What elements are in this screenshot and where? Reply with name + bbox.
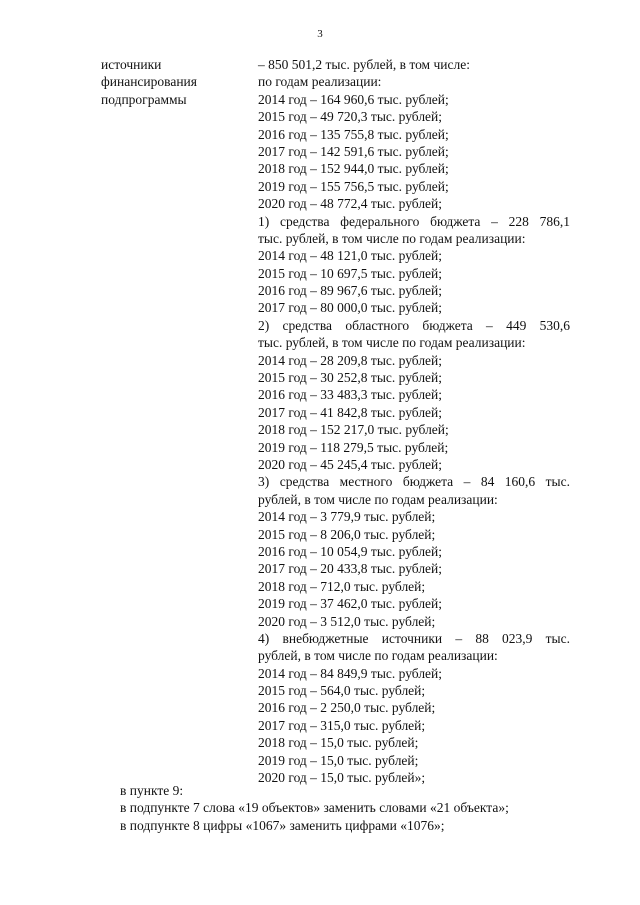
year-line: 2020 год – 45 245,4 тыс. рублей; — [258, 456, 443, 472]
year-line: 2016 год – 89 967,6 тыс. рублей; — [258, 283, 443, 299]
year-line: 2019 год – 118 279,5 тыс. рублей; — [258, 439, 449, 455]
by-years-intro: по годам реализации: — [258, 74, 382, 90]
year-line: 2019 год – 15,0 тыс. рублей; — [258, 752, 419, 768]
amendment-line: в пункте 9: — [120, 783, 184, 798]
year-line: 2017 год – 20 433,8 тыс. рублей; — [258, 561, 443, 577]
federal-heading-cont: тыс. рублей, в том числе по годам реализации: — [258, 230, 526, 246]
year-line: 2018 год – 152 217,0 тыс. рублей; — [258, 422, 449, 438]
year-line: 2014 год – 28 209,8 тыс. рублей; — [258, 352, 443, 368]
amendments-paragraph — [120, 782, 580, 834]
year-line: 2016 год – 2 250,0 тыс. рублей; — [258, 700, 436, 716]
year-line: 2018 год – 152 944,0 тыс. рублей; — [258, 161, 449, 177]
local-heading-cont: рублей, в том числе по годам реализации: — [258, 491, 498, 507]
year-line: 2020 год – 15,0 тыс. рублей»; — [258, 770, 426, 786]
year-line: 2018 год – 712,0 тыс. рублей; — [258, 578, 426, 594]
regional-heading: 2) средства областного бюджета – 449 530,6 — [258, 317, 570, 333]
year-line: 2015 год – 10 697,5 тыс. рублей; — [258, 265, 443, 281]
year-line: 2014 год – 164 960,6 тыс. рублей; — [258, 91, 449, 107]
label-line: источники — [101, 57, 162, 72]
year-line: 2016 год – 33 483,3 тыс. рублей; — [258, 387, 443, 403]
year-line: 2015 год – 49 720,3 тыс. рублей; — [258, 109, 443, 125]
year-line: 2019 год – 37 462,0 тыс. рублей; — [258, 596, 443, 612]
extrabudgetary-heading-cont: рублей, в том числе по годам реализации: — [258, 648, 498, 664]
regional-heading-cont: тыс. рублей, в том числе по годам реализации: — [258, 335, 526, 351]
page-number: 3 — [317, 28, 323, 40]
year-line: 2017 год – 80 000,0 тыс. рублей; — [258, 300, 443, 316]
label-line: финансирования — [101, 74, 197, 90]
financing-details — [258, 56, 570, 786]
year-line: 2014 год – 3 779,9 тыс. рублей; — [258, 509, 436, 525]
federal-heading: 1) средства федерального бюджета – 228 786,1 — [258, 213, 570, 229]
year-line: 2017 год – 142 591,6 тыс. рублей; — [258, 143, 449, 159]
year-line: 2014 год – 48 121,0 тыс. рублей; — [258, 248, 443, 264]
label-line: подпрограммы — [101, 91, 187, 107]
year-line: 2015 год – 30 252,8 тыс. рублей; — [258, 370, 443, 386]
year-line: 2020 год – 48 772,4 тыс. рублей; — [258, 196, 443, 212]
amendment-line: в подпункте 8 цифры «1067» заменить цифрами «1076»; — [120, 817, 445, 833]
financing-total: – 850 501,2 тыс. рублей, в том числе: — [258, 57, 470, 72]
year-line: 2017 год – 41 842,8 тыс. рублей; — [258, 404, 443, 420]
local-heading: 3) средства местного бюджета – 84 160,6 тыс. — [258, 474, 570, 490]
extrabudgetary-heading: 4) внебюджетные источники – 88 023,9 тыс. — [258, 630, 570, 646]
year-line: 2018 год – 15,0 тыс. рублей; — [258, 735, 419, 751]
year-line: 2019 год – 155 756,5 тыс. рублей; — [258, 178, 449, 194]
financing-sources-label — [101, 56, 251, 108]
year-line: 2014 год – 84 849,9 тыс. рублей; — [258, 665, 443, 681]
year-line: 2020 год – 3 512,0 тыс. рублей; — [258, 613, 436, 629]
year-line: 2017 год – 315,0 тыс. рублей; — [258, 717, 426, 733]
amendment-line: в подпункте 7 слова «19 объектов» заменить словами «21 объекта»; — [120, 800, 509, 816]
year-line: 2016 год – 135 755,8 тыс. рублей; — [258, 126, 449, 142]
year-line: 2015 год – 564,0 тыс. рублей; — [258, 683, 426, 699]
year-line: 2015 год – 8 206,0 тыс. рублей; — [258, 526, 436, 542]
year-line: 2016 год – 10 054,9 тыс. рублей; — [258, 543, 443, 559]
